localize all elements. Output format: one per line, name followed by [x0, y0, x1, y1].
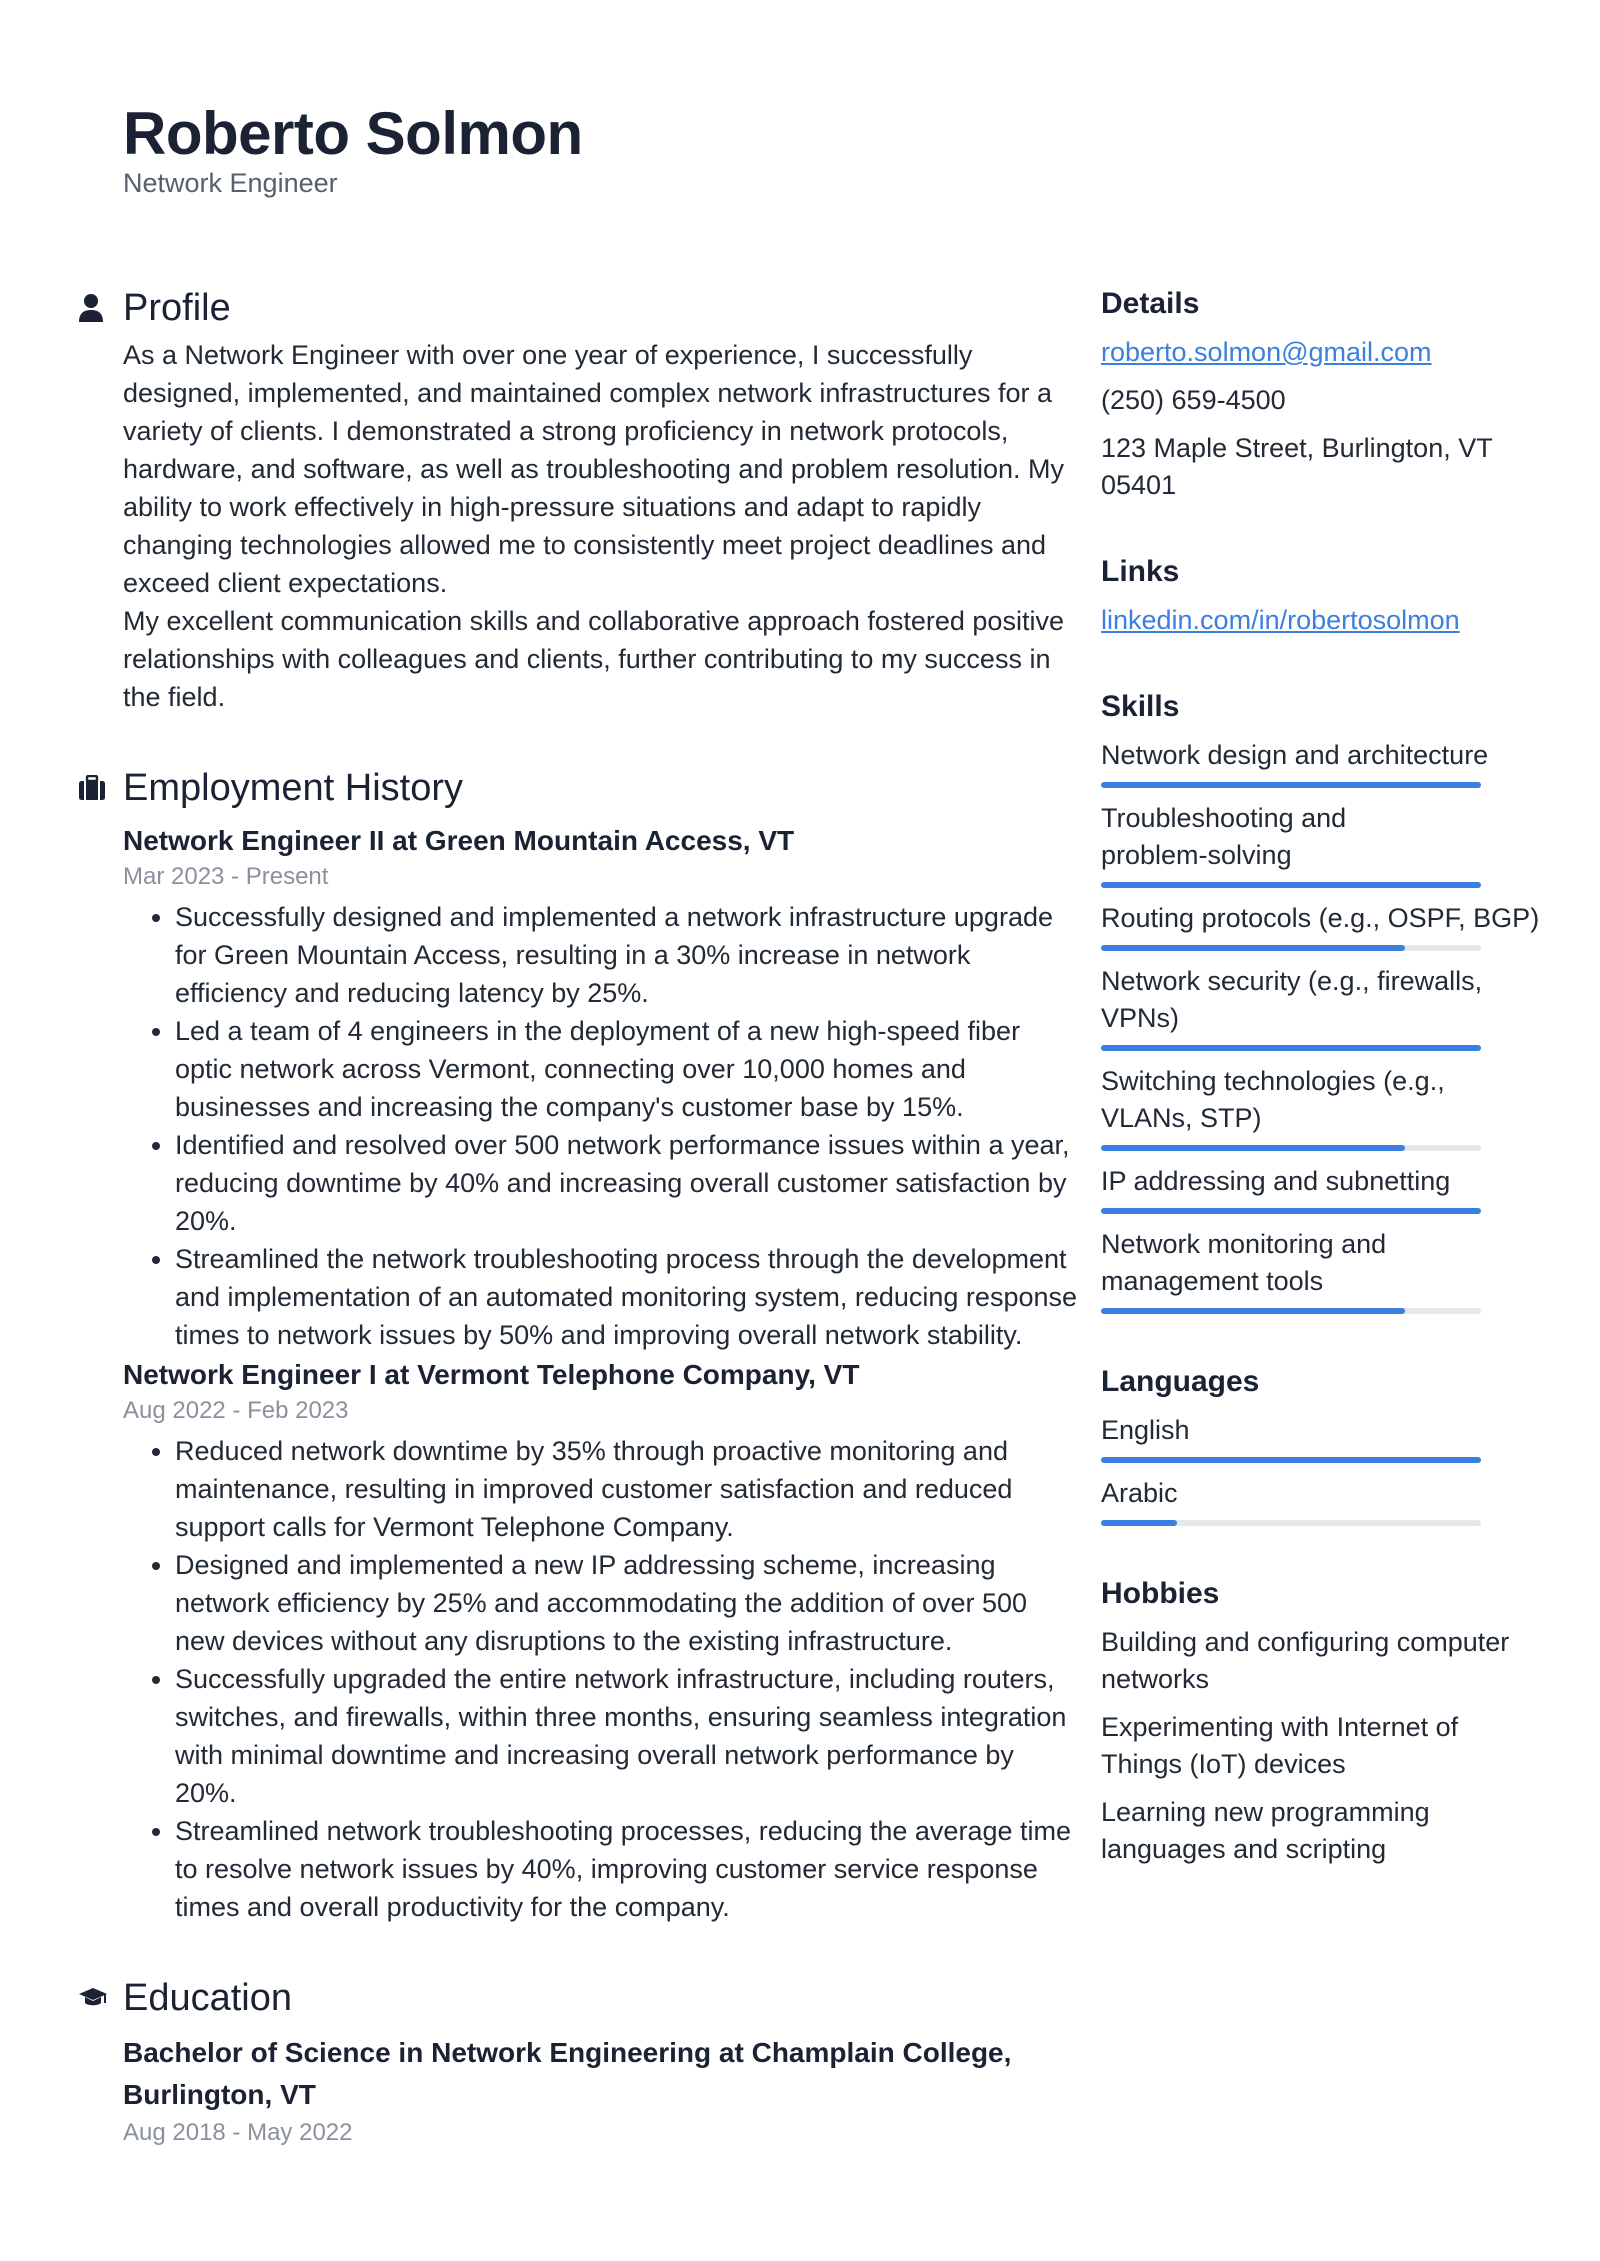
language-level-fill [1101, 1457, 1481, 1463]
profile-paragraph: As a Network Engineer with over one year of experience, I successfully designed, implemented, and maintained complex network infrastructures for a variety of clients. I demonstrated a strong proficiency in network protocols, hardware, and software, as well as troubleshooting and problem resolution. My ability to work effectively in high-pressure situations and adapt to rapidly changing technologies allowed me to consistently meet project deadlines and exceed client expectations. [123, 340, 1065, 598]
skill-level-fill [1101, 882, 1481, 888]
hobby-item: Experimenting with Internet of Things (IoT) devices [1101, 1712, 1459, 1779]
skill-name: Network design and architecture [1101, 740, 1489, 770]
language-item [1101, 1475, 1541, 1526]
sidebar-column [1101, 284, 1541, 1916]
job-title: Network Engineer I at Vermont Telephone Company, VT [123, 1359, 860, 1390]
skill-level-bar [1101, 782, 1481, 788]
skill-name: Troubleshooting and problem-solving [1101, 803, 1347, 870]
languages-block [1101, 1362, 1541, 1526]
skill-item [1101, 737, 1541, 788]
links-heading: Links [1101, 555, 1180, 588]
profile-paragraph: My excellent communication skills and collaborative approach fostered positive relationships with colleagues and clients, further contributing to my success in the field. [123, 606, 1064, 712]
address: 123 Maple Street, Burlington, VT 05401 [1101, 433, 1493, 500]
language-name: English [1101, 1415, 1190, 1445]
candidate-name: Roberto Solmon [123, 100, 583, 167]
language-level-fill [1101, 1520, 1177, 1526]
education-heading [78, 1972, 1078, 2024]
skill-level-bar [1101, 1308, 1481, 1314]
skill-level-fill [1101, 1308, 1405, 1314]
languages-heading: Languages [1101, 1365, 1260, 1398]
skill-level-bar [1101, 945, 1481, 951]
job-bullet: • Streamlined network troubleshooting processes, reducing the average time to resolve network issues by 40%, improving customer service response times and overall productivity for the company. [175, 1812, 1078, 1926]
skill-item [1101, 900, 1541, 951]
job-title: Network Engineer II at Green Mountain Access, VT [123, 825, 795, 856]
graduation-cap-icon [78, 1987, 123, 2009]
skill-level-bar [1101, 1208, 1481, 1214]
job-entry [123, 1356, 1078, 1926]
skill-name: Network monitoring and management tools [1101, 1229, 1387, 1296]
employment-heading [78, 762, 1078, 814]
skill-level-fill [1101, 1208, 1481, 1214]
skill-name: IP addressing and subnetting [1101, 1166, 1451, 1196]
section-title: Profile [123, 286, 231, 329]
candidate-title: Network Engineer [123, 168, 338, 198]
job-bullet: • Led a team of 4 engineers in the deployment of a new high-speed fiber optic network across Vermont, connecting over 10,000 homes and businesses and increasing the company's customer base by 15%. [175, 1012, 1078, 1126]
job-bullet: • Identified and resolved over 500 network performance issues within a year, reducing downtime by 40% and increasing overall customer satisfaction by 20%. [175, 1126, 1078, 1240]
person-icon [78, 293, 123, 323]
phone-number: (250) 659-4500 [1101, 385, 1286, 415]
skill-level-bar [1101, 1145, 1481, 1151]
skill-item [1101, 1226, 1541, 1314]
hobby-item: Building and configuring computer networks [1101, 1627, 1510, 1694]
links-block [1101, 552, 1541, 639]
skills-block [1101, 687, 1541, 1314]
language-item [1101, 1412, 1541, 1463]
section-title: Education [123, 1976, 293, 2019]
skill-item [1101, 963, 1541, 1051]
skill-level-fill [1101, 1045, 1481, 1051]
skill-item [1101, 1063, 1541, 1151]
hobbies-block [1101, 1574, 1541, 1868]
job-bullets [123, 898, 1078, 1354]
job-entry [123, 822, 1078, 1354]
job-dates: Aug 2022 - Feb 2023 [123, 1397, 349, 1424]
resume-header [123, 98, 583, 199]
skill-level-fill [1101, 1145, 1405, 1151]
skill-item [1101, 800, 1541, 888]
job-bullet: • Successfully upgraded the entire network infrastructure, including routers, switches, and firewalls, within three months, ensuring seamless integration with minimal downtime and increasing overall network performance by 20%. [175, 1660, 1078, 1812]
skills-heading: Skills [1101, 690, 1180, 723]
education-title: Bachelor of Science in Network Engineering at Champlain College, Burlington, VT [123, 2037, 1012, 2110]
education-section [78, 1972, 1078, 2150]
linkedin-link[interactable]: linkedin.com/in/robertosolmon [1101, 605, 1460, 635]
profile-heading [78, 282, 1078, 334]
details-heading: Details [1101, 287, 1200, 320]
skill-name: Network security (e.g., firewalls, VPNs) [1101, 966, 1483, 1033]
job-bullet: • Designed and implemented a new IP addressing scheme, increasing network efficiency by 25% and accommodating the addition of over 500 new devices without any disruptions to the existing infrastructure. [175, 1546, 1078, 1660]
employment-section [78, 762, 1078, 1926]
job-bullets [123, 1432, 1078, 1926]
skill-level-bar [1101, 1045, 1481, 1051]
skill-name: Switching technologies (e.g., VLANs, STP) [1101, 1066, 1445, 1133]
main-column [78, 282, 1078, 2150]
section-title: Employment History [123, 766, 463, 809]
job-dates: Mar 2023 - Present [123, 863, 329, 890]
briefcase-icon [78, 775, 123, 801]
job-bullet: • Reduced network downtime by 35% through proactive monitoring and maintenance, resulting in improved customer satisfaction and reduced support calls for Vermont Telephone Company. [175, 1432, 1078, 1546]
education-dates: Aug 2018 - May 2022 [123, 2119, 353, 2146]
skill-name: Routing protocols (e.g., OSPF, BGP) [1101, 903, 1540, 933]
language-level-bar [1101, 1520, 1481, 1526]
skill-level-fill [1101, 782, 1481, 788]
email-link[interactable]: roberto.solmon@gmail.com [1101, 337, 1432, 367]
language-level-bar [1101, 1457, 1481, 1463]
language-name: Arabic [1101, 1478, 1178, 1508]
skill-item [1101, 1163, 1541, 1214]
hobby-item: Learning new programming languages and scripting [1101, 1797, 1430, 1864]
details-block [1101, 284, 1541, 504]
skill-level-fill [1101, 945, 1405, 951]
job-bullet: • Successfully designed and implemented a network infrastructure upgrade for Green Mountain Access, resulting in a 30% increase in network efficiency and reducing latency by 25%. [175, 898, 1078, 1012]
job-bullet: • Streamlined the network troubleshooting process through the development and implementation of an automated monitoring system, reducing response times to network issues by 50% and improving overall network stability. [175, 1240, 1078, 1354]
hobbies-heading: Hobbies [1101, 1577, 1220, 1610]
profile-section [78, 282, 1078, 716]
skill-level-bar [1101, 882, 1481, 888]
